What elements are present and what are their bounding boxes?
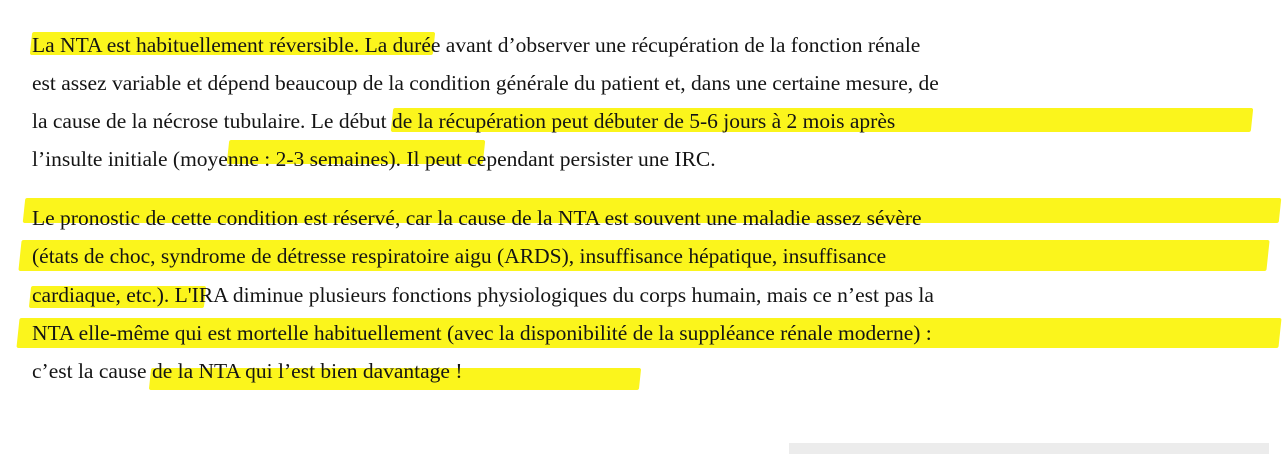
text-line: La NTA est habituellement réversible. La durée avant d’observer une récupération de la fonction rénale	[32, 33, 921, 57]
text-line: est assez variable et dépend beaucoup de la condition générale du patient et, dans une certaine mesure, de	[32, 71, 939, 95]
text-line: cardiaque, etc.). L'IRA diminue plusieurs fonctions physiologiques du corps humain, mais ce n’est pas la	[32, 283, 934, 307]
text-line: Le pronostic de cette condition est réservé, car la cause de la NTA est souvent une maladie assez sévère	[32, 206, 922, 230]
text-line: la cause de la nécrose tubulaire. Le début de la récupération peut débuter de 5-6 jours à 2 mois après	[32, 109, 896, 133]
text-line: l’insulte initiale (moyenne : 2-3 semaines). Il peut cependant persister une IRC.	[32, 147, 716, 171]
next-block-placeholder	[789, 443, 1269, 454]
text-line: c’est la cause de la NTA qui l’est bien davantage !	[32, 359, 463, 383]
text-line: (états de choc, syndrome de détresse respiratoire aigu (ARDS), insuffisance hépatique, insuffisance	[32, 244, 887, 268]
text-line: NTA elle-même qui est mortelle habituellement (avec la disponibilité de la suppléance rénale moderne) :	[32, 321, 932, 345]
